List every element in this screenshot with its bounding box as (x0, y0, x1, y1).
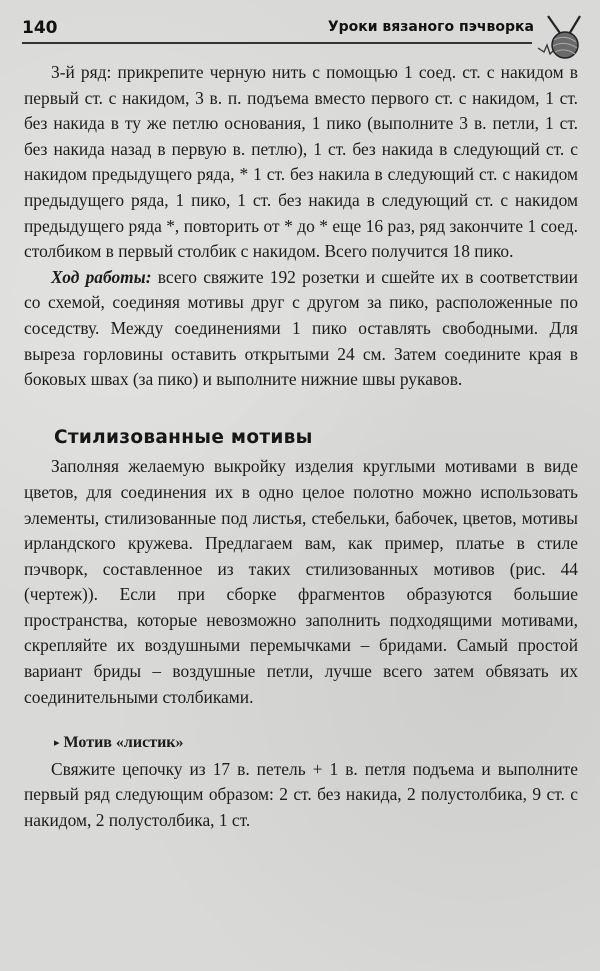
paragraph-progress (24, 265, 578, 393)
header-rule (22, 42, 532, 44)
subsection-text: Свяжите цепочку из 17 в. петель + 1 в. петля подъема и выполните первый ряд следующим образом: 2 ст. без накида, 2 полустолбика, 9 ст. с накидом, 2 полустолбика, 1 ст. (24, 758, 578, 831)
section-heading: Стилизованные мотивы (54, 426, 313, 448)
subsection-heading (54, 730, 578, 757)
running-title: Уроки вязаного пэчворка (327, 19, 534, 35)
yarn-ball-with-needles-icon (536, 12, 586, 62)
progress-label: Ход работы: (51, 266, 152, 287)
triangle-bullet-icon: ▸ (54, 737, 60, 750)
paragraph-row-3: 3-й ряд: прикрепите черную нить с помощью 1 соед. ст. с накидом в первый ст. с накидом, 3 в. п. подъема вместо первого ст. с накидом, 1 ст. без накида в ту же петлю основания, 1 пико (выполните 3 в. петли, 1 ст. без накида назад в первую в. петлю), 1 ст. без накида в следующий ст. с накидом предыдущего ряда, * 1 ст. без накила в следующий ст. с накидом предыдущего ряда, 1 пико, 1 ст. без накида в следующий ст. с накидом предыдущего ряда *, повторить от * до * еще 16 раз, ряд закончите 1 соед. столбиком в первый столбик с накидом. Всего получится 18 пико. (24, 62, 578, 262)
progress-text: всего свяжите 192 розетки и сшейте их в соответствии со схемой, соединяя мотивы друг с другом за пико, расположенные по соседству. Между соединениями 1 пико оставлять свободными. Для выреза горловины оставить открытыми 24 см. Затем соедините края в боковых швах (за пико) и выполните нижние швы рукавов. (24, 266, 578, 390)
page-number: 140 (22, 18, 58, 38)
subsection-title: Мотив «листик» (63, 734, 184, 752)
section-intro: Заполняя желаемую выкройку изделия круглыми мотивами в виде цветов, для соединения их в одно целое полотно можно использовать элементы, стилизованные под листья, стебельки, бабочек, цветов, мотивы ирландского кружева. Предлагаем вам, как пример, платье в стиле пэчворк, составленное из таких стилизованных мотивов (рис. 44 (чертеж)). Если при сборке фрагментов образуются большие пространства, которые невозможно заполнить подходящими мотивами, скрепляйте их воздушными перемычками – бридами. Самый простой вариант бриды – воздушные петли, лучше всего затем обвязать их соединительными столбиками. (24, 456, 578, 707)
page-header (22, 10, 590, 60)
page-body (24, 60, 578, 834)
